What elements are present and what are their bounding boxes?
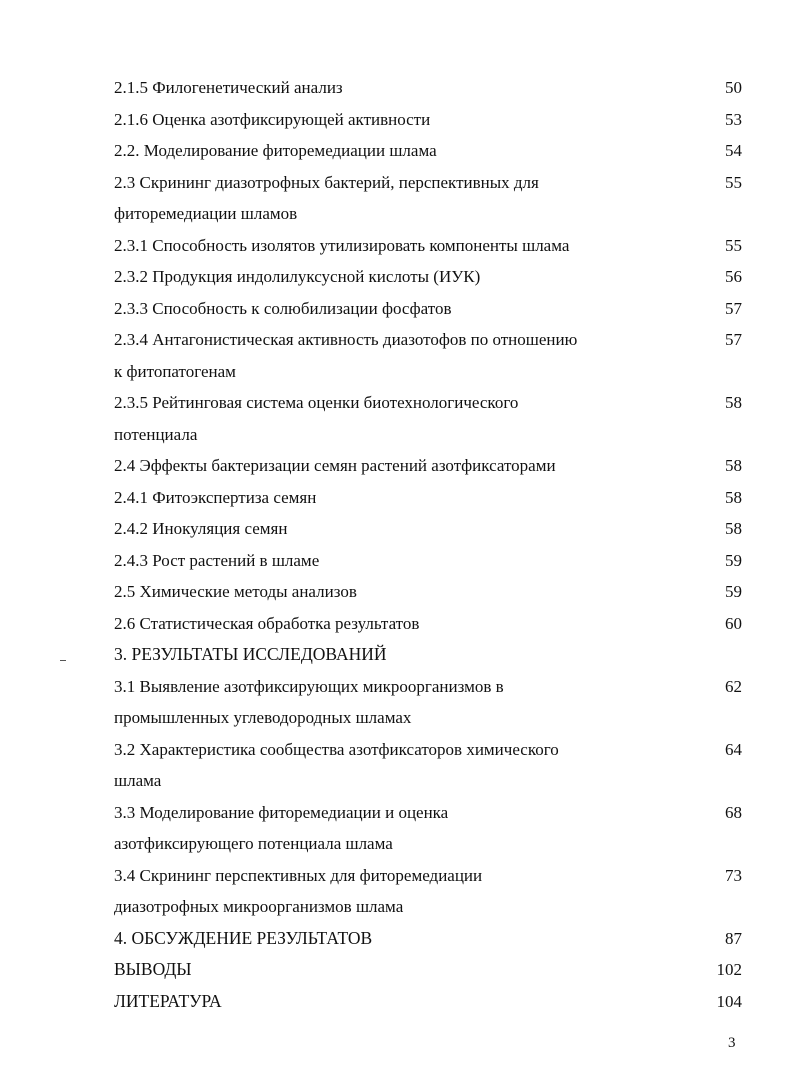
toc-entry-page: 58: [725, 519, 742, 538]
toc-entry-title: 2.3.5 Рейтинговая система оценки биотехнологического: [114, 393, 519, 412]
toc-entry-title: 2.3 Скрининг диазотрофных бактерий, перспективных для: [114, 172, 539, 192]
toc-row: [114, 891, 746, 923]
toc-entry-title: азотфиксирующего потенциала шлама: [114, 834, 393, 853]
toc-entry-title: фиторемедиации шламов: [114, 204, 298, 223]
toc-entry-title: 2.4.2 Инокуляция семян: [114, 519, 288, 538]
toc-row: [114, 356, 746, 388]
toc-entry-title: ЛИТЕРАТУРА: [114, 990, 222, 1011]
toc-entry-title: 2.4.3 Рост растений в шламе: [114, 550, 320, 570]
toc-row: [114, 545, 746, 577]
toc-entry-page: 58: [725, 456, 742, 475]
toc-entry-page: 64: [725, 739, 742, 759]
toc-entry-page: 56: [725, 267, 742, 286]
toc-row: [114, 608, 746, 640]
toc-section-heading: [114, 986, 746, 1018]
toc-row: [114, 860, 746, 892]
margin-mark: [60, 660, 66, 661]
toc-entry-page: 50: [725, 78, 742, 97]
toc-row: [114, 324, 746, 356]
toc-row: [114, 419, 746, 451]
toc-row: [114, 734, 746, 766]
toc-entry-title: 2.3.4 Антагонистическая активность диазотофов по отношению: [114, 330, 578, 349]
toc-entry-title: 2.1.5 Филогенетический анализ: [114, 78, 343, 97]
toc-row: [114, 230, 746, 262]
table-of-contents: [114, 72, 746, 1017]
toc-entry-title: промышленных углеводородных шламах: [114, 708, 412, 727]
toc-entry-page: 58: [725, 487, 742, 507]
toc-entry-page: 53: [725, 109, 742, 129]
toc-entry-page: 55: [725, 172, 742, 192]
toc-entry-page: 57: [725, 330, 742, 349]
toc-entry-page: 55: [725, 235, 742, 255]
toc-row: [114, 576, 746, 608]
toc-entry-title: 4. ОБСУЖДЕНИЕ РЕЗУЛЬТАТОВ: [114, 927, 373, 948]
toc-entry-page: 102: [716, 960, 742, 979]
toc-entry-title: 2.4.1 Фитоэкспертиза семян: [114, 487, 317, 507]
toc-entry-title: 2.2. Моделирование фиторемедиации шлама: [114, 141, 437, 160]
toc-entry-page: 62: [725, 676, 742, 696]
toc-section-heading: [114, 954, 746, 986]
toc-entry-title: к фитопатогенам: [114, 361, 236, 381]
toc-entry-title: 2.3.3 Способность к солюбилизации фосфатов: [114, 298, 452, 318]
toc-row: [114, 293, 746, 325]
toc-row: [114, 104, 746, 136]
toc-row: [114, 671, 746, 703]
toc-entry-title: 3. РЕЗУЛЬТАТЫ ИССЛЕДОВАНИЙ: [114, 644, 387, 664]
toc-entry-title: 3.4 Скрининг перспективных для фиторемедиации: [114, 865, 483, 885]
toc-entry-page: 60: [725, 613, 742, 633]
toc-row: [114, 261, 746, 293]
toc-row: [114, 72, 746, 104]
toc-entry-page: 59: [725, 550, 742, 570]
toc-entry-title: 2.4 Эффекты бактеризации семян растений азотфиксаторами: [114, 456, 556, 475]
toc-entry-title: 2.3.1 Способность изолятов утилизировать компоненты шлама: [114, 235, 570, 255]
toc-entry-page: 59: [725, 582, 742, 601]
toc-entry-title: шлама: [114, 771, 162, 790]
toc-row: [114, 513, 746, 545]
toc-entry-page: 68: [725, 802, 742, 822]
toc-row: [114, 450, 746, 482]
toc-row: [114, 702, 746, 734]
toc-entry-page: 54: [725, 141, 742, 160]
toc-entry-page: 104: [716, 991, 742, 1011]
toc-entry-title: диазотрофных микроорганизмов шлама: [114, 897, 404, 916]
toc-section-heading: [114, 923, 746, 955]
toc-entry-title: 2.3.2 Продукция индолилуксусной кислоты (ИУК): [114, 267, 481, 286]
toc-row: [114, 135, 746, 167]
toc-section-heading: [114, 639, 746, 671]
toc-entry-title: 3.1 Выявление азотфиксирующих микроорганизмов в: [114, 676, 504, 696]
toc-entry-page: 87: [725, 928, 742, 948]
toc-entry-title: 3.3 Моделирование фиторемедиации и оценка: [114, 802, 449, 822]
toc-entry-page: 58: [725, 393, 742, 412]
toc-entry-title: 2.5 Химические методы анализов: [114, 582, 357, 601]
toc-entry-title: ВЫВОДЫ: [114, 959, 192, 979]
toc-entry-page: 57: [725, 298, 742, 318]
toc-entry-title: 2.1.6 Оценка азотфиксирующей активности: [114, 109, 431, 129]
toc-entry-title: 3.2 Характеристика сообщества азотфиксаторов химического: [114, 739, 559, 759]
toc-row: [114, 387, 746, 419]
toc-entry-page: 73: [725, 865, 742, 885]
toc-row: [114, 198, 746, 230]
page-number: 3: [728, 1035, 736, 1051]
toc-row: [114, 482, 746, 514]
toc-row: [114, 167, 746, 199]
toc-row: [114, 765, 746, 797]
toc-row: [114, 828, 746, 860]
toc-entry-title: 2.6 Статистическая обработка результатов: [114, 613, 420, 633]
toc-row: [114, 797, 746, 829]
toc-entry-title: потенциала: [114, 424, 198, 444]
